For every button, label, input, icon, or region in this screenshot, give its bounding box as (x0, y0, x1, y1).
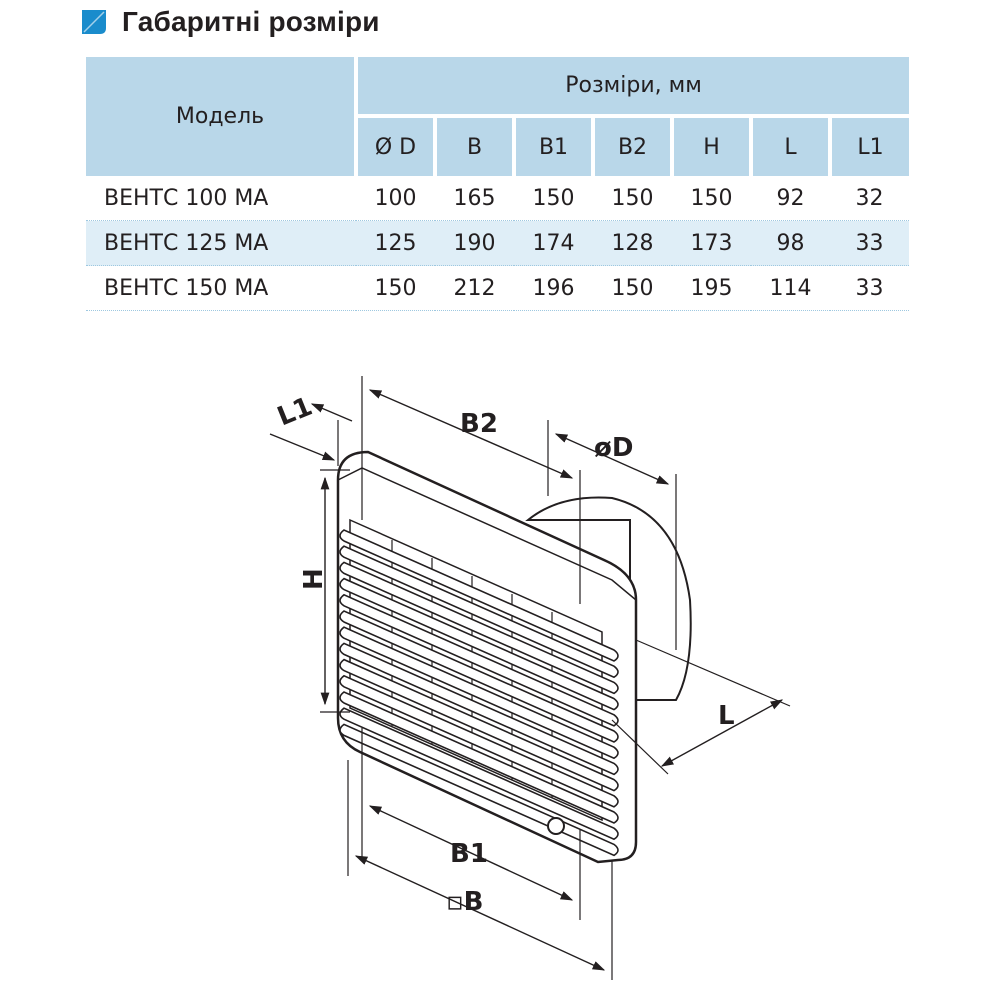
dim-label-l: L (718, 701, 735, 731)
value-cell: 212 (435, 266, 514, 311)
dim-label-l1: L1 (273, 391, 317, 433)
column-header-h: H (672, 116, 751, 176)
dimensions-group-header: Розміри, мм (356, 57, 909, 116)
value-cell: 100 (356, 176, 435, 221)
value-cell: 150 (593, 266, 672, 311)
model-cell: ВЕНТС 150 МА (86, 266, 356, 311)
value-cell: 150 (672, 176, 751, 221)
dim-label-b1: B1 (450, 839, 488, 869)
column-header-b: B (435, 116, 514, 176)
value-cell: 196 (514, 266, 593, 311)
model-cell: ВЕНТС 125 МА (86, 221, 356, 266)
value-cell: 190 (435, 221, 514, 266)
value-cell: 165 (435, 176, 514, 221)
value-cell: 173 (672, 221, 751, 266)
value-cell: 114 (751, 266, 830, 311)
value-cell: 150 (356, 266, 435, 311)
column-header-l: L (751, 116, 830, 176)
column-header-l1: L1 (830, 116, 909, 176)
column-header-b1: B1 (514, 116, 593, 176)
column-header-b2: B2 (593, 116, 672, 176)
dim-label-h: H (299, 568, 329, 590)
value-cell: 92 (751, 176, 830, 221)
section-title: Габаритні розміри (122, 6, 380, 37)
model-cell: ВЕНТС 100 МА (86, 176, 356, 221)
dim-label-d: øD (594, 433, 634, 463)
value-cell: 32 (830, 176, 909, 221)
value-cell: 33 (830, 266, 909, 311)
value-cell: 33 (830, 221, 909, 266)
value-cell: 174 (514, 221, 593, 266)
dim-label-b2: B2 (460, 409, 498, 439)
column-header-d: Ø D (356, 116, 435, 176)
dim-label-b: ▫B (446, 887, 484, 917)
indicator-led-icon (548, 818, 564, 834)
value-cell: 150 (593, 176, 672, 221)
value-cell: 128 (593, 221, 672, 266)
value-cell: 125 (356, 221, 435, 266)
value-cell: 195 (672, 266, 751, 311)
value-cell: 150 (514, 176, 593, 221)
value-cell: 98 (751, 221, 830, 266)
model-column-header: Модель (86, 57, 356, 176)
